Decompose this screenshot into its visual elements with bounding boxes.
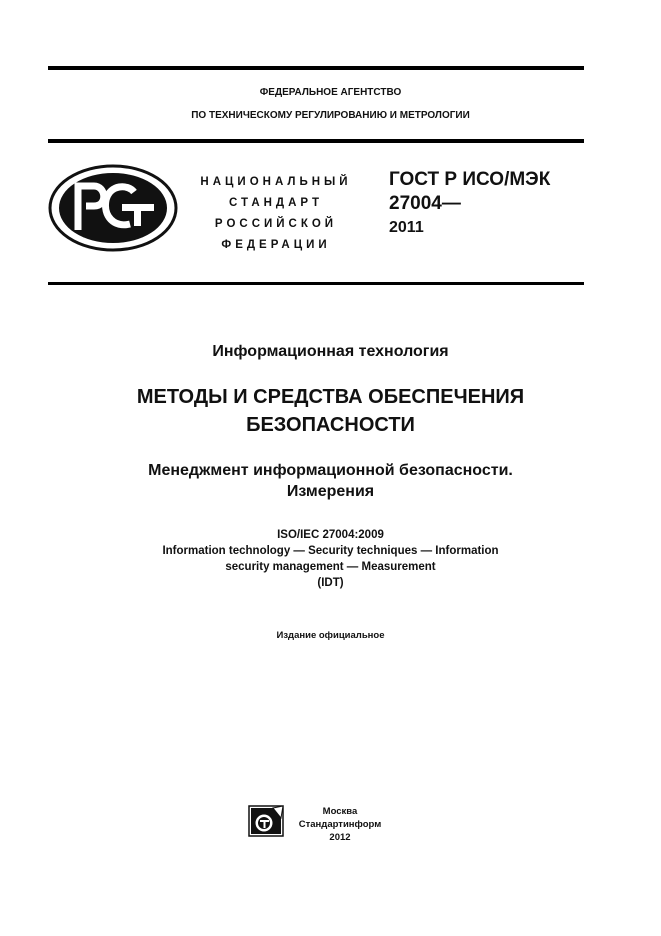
- standard-type-line1: НАЦИОНАЛЬНЫЙ: [200, 176, 352, 188]
- general-title: Информационная технология: [212, 343, 449, 360]
- original-title-line2: security management — Measurement: [225, 561, 436, 573]
- edition-label: Издание официальное: [276, 630, 385, 641]
- main-title: [0, 383, 661, 439]
- main-title-line2: БЕЗОПАСНОСТИ: [246, 414, 415, 436]
- original-code: ISO/IEC 27004:2009: [277, 529, 384, 541]
- publisher-year: 2012: [329, 832, 351, 843]
- publisher-name: Стандартинформ: [298, 819, 382, 830]
- publisher-city: Москва: [322, 806, 358, 817]
- designation-line1: ГОСТ Р ИСО/МЭК: [389, 169, 551, 190]
- standard-type-line4: ФЕДЕРАЦИИ: [221, 239, 331, 251]
- standard-type: [178, 172, 374, 256]
- standartinform-logo-icon: [247, 804, 285, 838]
- section-rule: [48, 282, 584, 285]
- publisher-block: [296, 805, 384, 844]
- sub-title-line1: Менеджмент информационной безопасности.: [148, 462, 513, 479]
- standard-type-line2: СТАНДАРТ: [229, 197, 323, 209]
- header-rule: [48, 139, 584, 143]
- harmonization-degree: (IDT): [317, 577, 344, 589]
- designation-line2: 27004—: [389, 193, 461, 214]
- standard-designation: [389, 168, 550, 240]
- original-title-line1: Information technology — Security techniques — Information: [162, 545, 499, 557]
- standard-type-line3: РОССИЙСКОЙ: [214, 218, 338, 230]
- agency-name-line1: ФЕДЕРАЛЬНОЕ АГЕНТСТВО: [259, 87, 402, 98]
- sub-title: [0, 460, 661, 502]
- rst-seal-icon: [48, 164, 178, 252]
- main-title-line1: МЕТОДЫ И СРЕДСТВА ОБЕСПЕЧЕНИЯ: [136, 386, 525, 408]
- sub-title-line2: Измерения: [286, 483, 375, 500]
- top-rule: [48, 66, 584, 70]
- designation-line3: 2011: [389, 219, 424, 236]
- agency-name-line2: ПО ТЕХНИЧЕСКОМУ РЕГУЛИРОВАНИЮ И МЕТРОЛОГИИ: [191, 110, 470, 121]
- original-standard: [0, 527, 661, 591]
